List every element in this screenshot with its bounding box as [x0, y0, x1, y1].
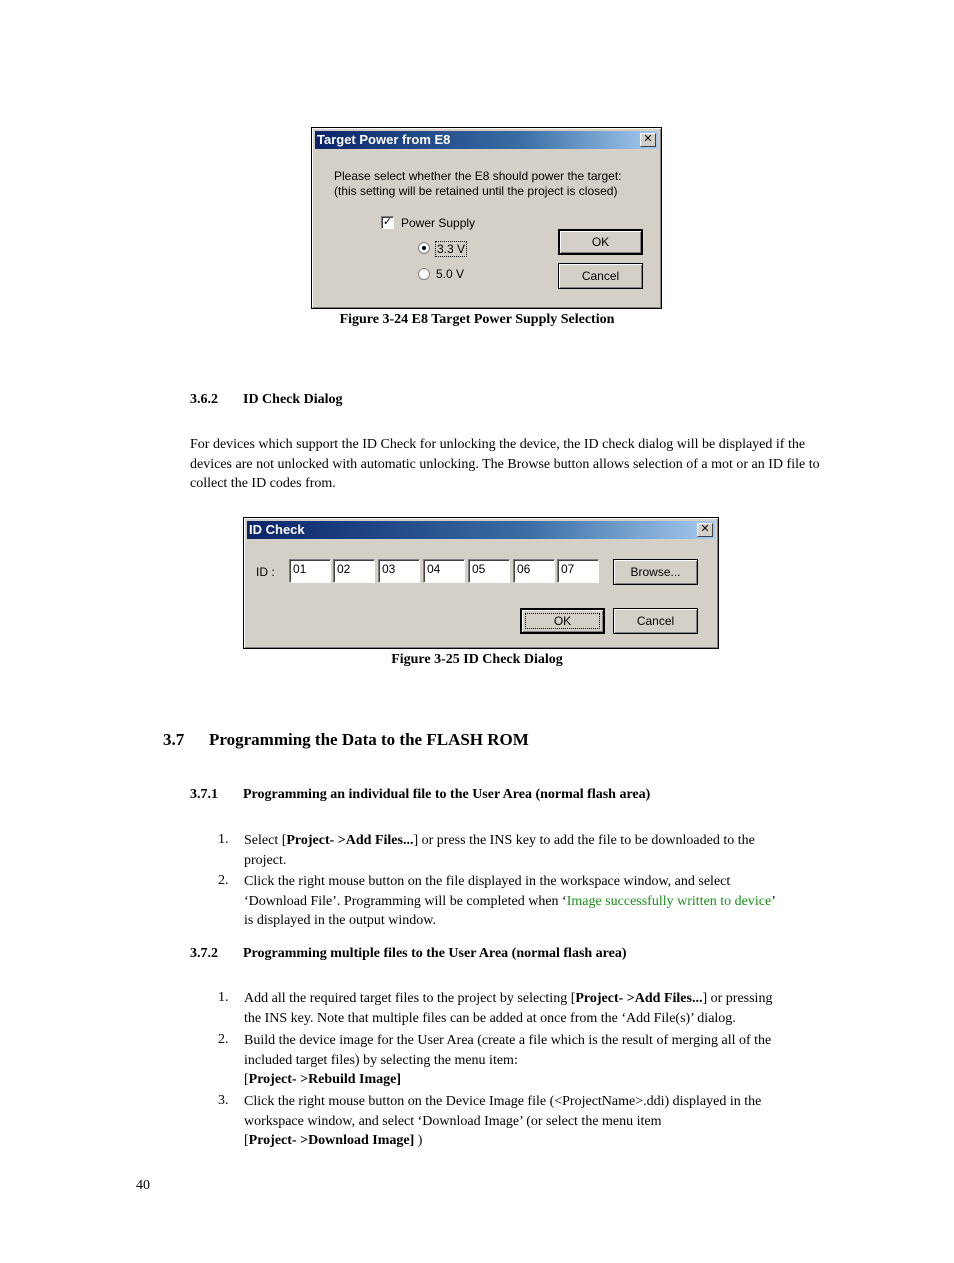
list-item-text [244, 831, 824, 870]
menu-path: Project- >Rebuild Image] [248, 1072, 402, 1087]
text-run: Build the device image for the User Area (create a file which is the result of merging all of the [244, 1033, 772, 1048]
section-number-371: 3.7.1 [190, 787, 218, 802]
section-title-371: Programming an individual file to the User Area (normal flash area) [243, 787, 651, 802]
power-supply-label: Power Supply [401, 216, 476, 230]
figure-caption-3-25: Figure 3-25 ID Check Dialog [391, 652, 563, 667]
text-run: ] or pressing [702, 991, 773, 1006]
browse-button-label: Browse... [630, 565, 681, 579]
id-check-dialog [243, 517, 719, 649]
section-number-37: 3.7 [163, 730, 185, 749]
text-run: Click the right mouse button on the Device Image file (<ProjectName>.ddi) displayed in the [244, 1094, 762, 1109]
id-field-3[interactable]: 03 [378, 559, 420, 583]
menu-path: Project- >Add Files... [575, 991, 703, 1006]
id-field-6[interactable]: 06 [513, 559, 555, 583]
output-message: Image successfully written to device [566, 893, 772, 909]
dialog-title: ID Check [249, 522, 305, 537]
text-run: [ [244, 1133, 249, 1148]
focus-rect [525, 613, 600, 629]
text-run: Select [ [244, 833, 287, 848]
target-power-dialog [311, 127, 662, 309]
page-number: 40 [136, 1178, 150, 1193]
id-field-2[interactable]: 02 [333, 559, 375, 583]
text-run: ‘Download File’. Programming will be completed when ‘ [244, 893, 567, 909]
radio-5v0[interactable] [418, 268, 430, 280]
close-icon[interactable]: ✕ [697, 523, 713, 537]
text-run: is displayed in the output window. [244, 913, 436, 928]
text-run: included target files) by selecting the menu item: [244, 1052, 518, 1068]
ok-button-label: OK [553, 614, 572, 628]
section-number-372: 3.7.2 [190, 946, 218, 961]
radio-5v0-label: 5.0 V [436, 267, 465, 281]
cancel-button[interactable] [613, 608, 698, 634]
text-run: the INS key. Note that multiple files can be added at once from the ‘Add File(s)’ dialog. [244, 1010, 736, 1026]
dialog-message-line2: (this setting will be retained until the project is closed) [334, 184, 618, 198]
ok-button[interactable] [520, 608, 605, 634]
list-item-number: 3. [218, 1093, 229, 1108]
list-item-number: 1. [218, 832, 229, 847]
list-item-text [244, 1031, 824, 1090]
text-run: Click the right mouse button on the file displayed in the workspace window, and select [244, 874, 731, 889]
id-label: ID : [256, 565, 275, 579]
text-run: [ [244, 1072, 249, 1087]
paragraph-362: For devices which support the ID Check for unlocking the device, the ID check dialog will be displayed if the devices are not unlocked with automatic unlocking. The Browse button allows selection of a mot or an ID file to collect the ID codes from. [190, 437, 820, 491]
text-run: ) [414, 1133, 423, 1148]
radio-3v3-label: 3.3 V [437, 242, 466, 256]
menu-path: Project- >Download Image] [248, 1133, 415, 1148]
section-title-37: Programming the Data to the FLASH ROM [209, 730, 529, 749]
cancel-button-label: Cancel [636, 614, 675, 628]
list-item-text [244, 989, 824, 1028]
text-run: Add all the required target files to the project by selecting [ [244, 991, 576, 1006]
text-run: workspace window, and select ‘Download Image’ (or select the menu item [244, 1113, 662, 1129]
ok-button-label: OK [591, 235, 610, 249]
id-field-7[interactable]: 07 [557, 559, 599, 583]
cancel-button[interactable] [558, 263, 643, 289]
dialog-titlebar [315, 131, 658, 149]
text-run: project. [244, 852, 287, 868]
list-item-text [244, 1092, 824, 1151]
list-item-number: 2. [218, 873, 229, 888]
radio-3v3[interactable] [418, 242, 430, 254]
section-number-362: 3.6.2 [190, 392, 218, 407]
dialog-titlebar [247, 521, 715, 539]
text-run: ] or press the INS key to add the file to be downloaded to the [413, 833, 755, 848]
dialog-title: Target Power from E8 [317, 132, 451, 147]
id-field-5[interactable]: 05 [468, 559, 510, 583]
browse-button[interactable] [613, 559, 698, 585]
list-item-number: 1. [218, 990, 229, 1005]
id-field-1[interactable]: 01 [289, 559, 331, 583]
menu-path: Project- >Add Files... [286, 833, 414, 848]
ok-button[interactable] [558, 229, 643, 255]
cancel-button-label: Cancel [581, 269, 620, 283]
section-title-362: ID Check Dialog [243, 392, 343, 407]
dialog-message-line1: Please select whether the E8 should power the target: [334, 169, 622, 183]
close-icon[interactable]: ✕ [640, 133, 656, 147]
list-item-text [244, 872, 824, 931]
section-title-372: Programming multiple files to the User Area (normal flash area) [243, 946, 627, 961]
id-field-4[interactable]: 04 [423, 559, 465, 583]
list-item-number: 2. [218, 1032, 229, 1047]
power-supply-checkbox[interactable]: ✓ [382, 216, 393, 228]
figure-caption-3-24: Figure 3-24 E8 Target Power Supply Selection [339, 312, 615, 327]
text-run: ’ [771, 893, 776, 909]
